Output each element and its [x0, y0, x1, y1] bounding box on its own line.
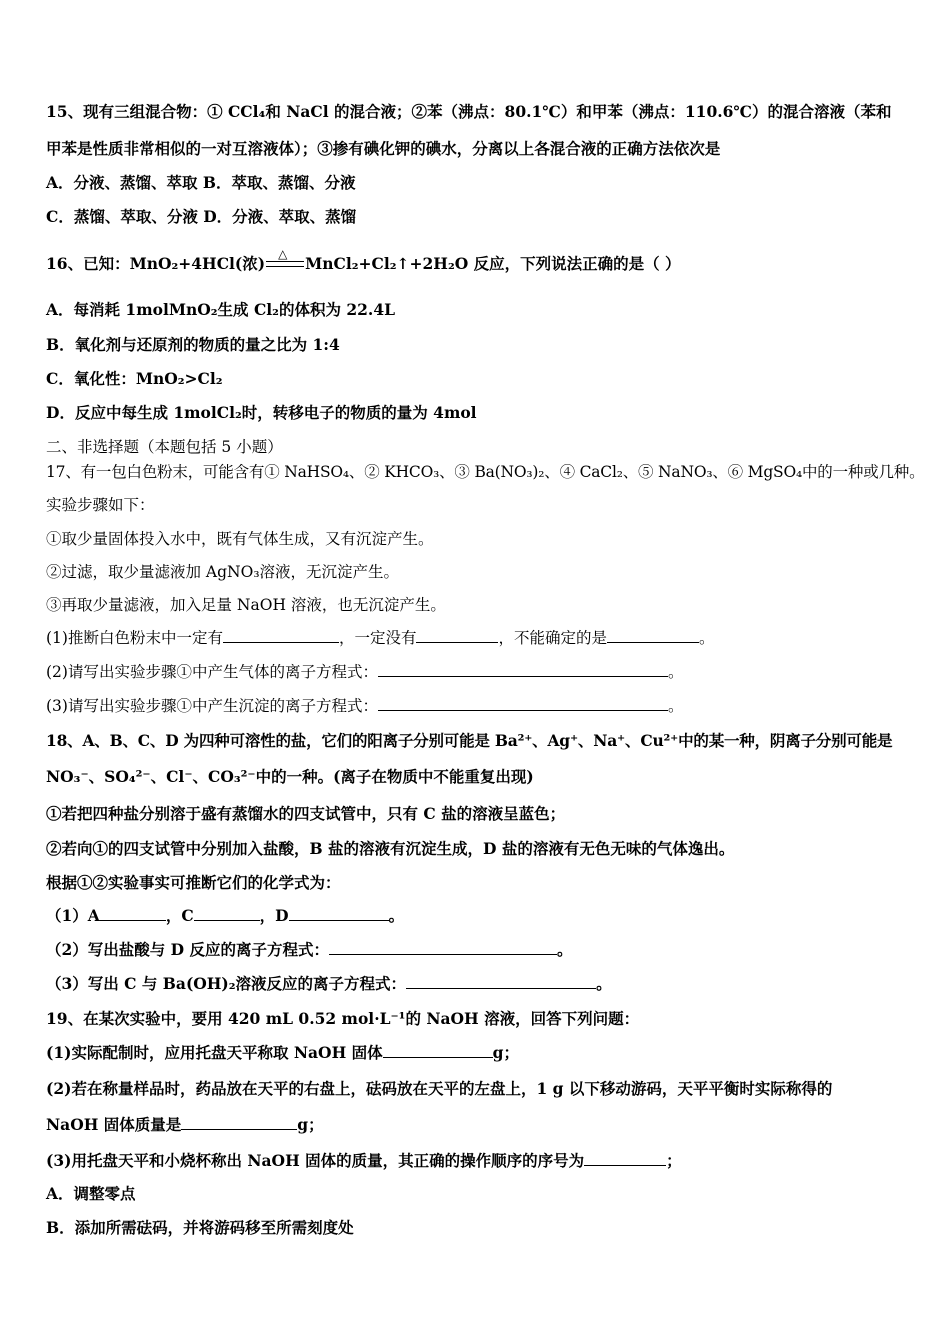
answer-blank[interactable] — [584, 1151, 666, 1166]
q15-options-cd: C．蒸馏、萃取、分液 D．分液、萃取、蒸馏 — [46, 207, 357, 226]
answer-blank[interactable] — [416, 628, 498, 643]
answer-blank[interactable] — [378, 696, 668, 711]
q18-item3: 根据①②实验事实可推断它们的化学式为： — [46, 873, 341, 892]
q18-item1: ①若把四种盐分别溶于盛有蒸馏水的四支试管中，只有 C 盐的溶液呈蓝色； — [46, 804, 566, 823]
q17-sub2-text: (2)请写出实验步骤①中产生气体的离子方程式： — [46, 663, 378, 681]
q15-line2: 甲苯是性质非常相似的一对互溶液体）；③掺有碘化钾的碘水，分离以上各混合液的正确方法依次是 — [46, 139, 721, 158]
answer-blank[interactable] — [329, 940, 557, 955]
q17-sub1-text-d: 。 — [699, 629, 715, 647]
q17-step2: ②过滤，取少量滤液加 AgNO₃溶液，无沉淀产生。 — [46, 563, 400, 581]
q17-line2: 实验步骤如下： — [46, 496, 155, 514]
q17-step3: ③再取少量滤液，加入足量 NaOH 溶液，也无沉淀产生。 — [46, 596, 446, 614]
q16-option-d: D．反应中每生成 1molCl₂时，转移电子的物质的量为 4mol — [46, 403, 477, 422]
q19-sub2-text: NaOH 固体质量是 — [46, 1115, 182, 1134]
q18-sub3-end: 。 — [596, 974, 612, 993]
q17-sub1-text-b: ，一定没有 — [338, 629, 417, 647]
answer-blank[interactable] — [223, 628, 339, 643]
q18-sub3 — [46, 974, 910, 994]
answer-blank[interactable] — [100, 906, 166, 921]
q19-sub1-text: (1)实际配制时，应用托盘天平称取 NaOH 固体 — [46, 1043, 383, 1062]
q16-stem-prefix: 16、已知：MnO₂+4HCl(浓) — [46, 254, 266, 273]
q17-sub3 — [46, 696, 910, 716]
q18-line2: NO₃⁻、SO₄²⁻、Cl⁻、CO₃²⁻中的一种。(离子在物质中不能重复出现) — [46, 767, 534, 786]
answer-blank[interactable] — [607, 628, 699, 643]
q19-sub1-unit: g； — [492, 1043, 519, 1062]
q17-step1: ①取少量固体投入水中，既有气体生成，又有沉淀产生。 — [46, 530, 434, 548]
q17-sub1-text-a: (1)推断白色粉末中一定有 — [46, 629, 223, 647]
q19-sub3-text: (3)用托盘天平和小烧杯称出 NaOH 固体的质量，其正确的操作顺序的序号为 — [46, 1151, 585, 1170]
q18-sub1-text-b: ，C — [165, 906, 194, 925]
q19-option-b: B．添加所需砝码，并将游码移至所需刻度处 — [46, 1218, 354, 1237]
q17-sub1-text-c: ，不能确定的是 — [498, 629, 607, 647]
q16-stem — [46, 247, 910, 274]
q18-sub3-text: （3）写出 C 与 Ba(OH)₂溶液反应的离子方程式： — [46, 974, 407, 993]
q16-stem-suffix: MnCl₂+Cl₂↑+2H₂O 反应，下列说法正确的是（ ） — [305, 254, 681, 273]
q17-sub3-end: 。 — [667, 697, 684, 715]
q19-sub3 — [46, 1151, 910, 1171]
q16-option-a: A．每消耗 1molMnO₂生成 Cl₂的体积为 22.4L — [46, 300, 396, 319]
q18-sub2-end: 。 — [557, 940, 573, 959]
q18-item2: ②若向①的四支试管中分别加入盐酸，B 盐的溶液有沉淀生成，D 盐的溶液有无色无味的气体逸出。 — [46, 839, 735, 858]
answer-blank[interactable] — [406, 974, 596, 989]
q17-line1: 17、有一包白色粉末，可能含有① NaHSO₄、② KHCO₃、③ Ba(NO₃)₂、④ CaCl₂、⑤ NaNO₃、⑥ MgSO₄中的一种或几种。 — [46, 463, 925, 481]
q19-line1: 19、在某次实验中，要用 420 mL 0.52 mol·L⁻¹的 NaOH 溶液，回答下列问题： — [46, 1009, 640, 1028]
q17-sub1 — [46, 628, 910, 648]
heat-symbol: △ — [278, 247, 288, 261]
answer-blank[interactable] — [181, 1115, 297, 1130]
q15-line1: 15、现有三组混合物：① CCl₄和 NaCl 的混合液；②苯（沸点：80.1℃）和甲苯（沸点：110.6℃）的混合溶液（苯和 — [46, 102, 892, 121]
answer-blank[interactable] — [378, 662, 668, 677]
answer-blank[interactable] — [289, 906, 389, 921]
q18-sub1-text-d: 。 — [388, 906, 405, 925]
q18-sub2 — [46, 940, 910, 960]
q17-sub2-end: 。 — [667, 663, 684, 681]
section-heading: 二、非选择题（本题包括 5 小题） — [46, 438, 283, 456]
q18-line1: 18、A、B、C、D 为四种可溶性的盐，它们的阳离子分别可能是 Ba²⁺、Ag⁺、Na⁺、Cu²⁺中的某一种，阴离子分别可能是 — [46, 731, 893, 750]
q18-sub1 — [46, 906, 910, 926]
q19-sub2-unit: g； — [297, 1115, 324, 1134]
q18-sub1-text-a: （1）A — [46, 906, 100, 925]
answer-blank[interactable] — [383, 1043, 493, 1058]
q19-sub2: (2)若在称量样品时，药品放在天平的右盘上，砝码放在天平的左盘上，1 g 以下移动游码，天平平衡时实际称得的 — [46, 1079, 833, 1098]
q16-option-b: B．氧化剂与还原剂的物质的量之比为 1:4 — [46, 335, 340, 354]
q16-option-c: C．氧化性：MnO₂>Cl₂ — [46, 369, 223, 388]
q19-sub3-end: ； — [666, 1151, 682, 1170]
q15-options-ab: A．分液、蒸馏、萃取 B．萃取、蒸馏、分液 — [46, 173, 356, 192]
q17-sub2 — [46, 662, 910, 682]
reaction-condition-arrow — [266, 247, 304, 272]
q19-sub1 — [46, 1043, 910, 1063]
answer-blank[interactable] — [194, 906, 260, 921]
q18-sub2-text: （2）写出盐酸与 D 反应的离子方程式： — [46, 940, 330, 959]
q19-option-a: A．调整零点 — [46, 1184, 136, 1203]
q18-sub1-text-c: ，D — [259, 906, 289, 925]
q17-sub3-text: (3)请写出实验步骤①中产生沉淀的离子方程式： — [46, 697, 378, 715]
q19-sub2-cont — [46, 1115, 910, 1135]
